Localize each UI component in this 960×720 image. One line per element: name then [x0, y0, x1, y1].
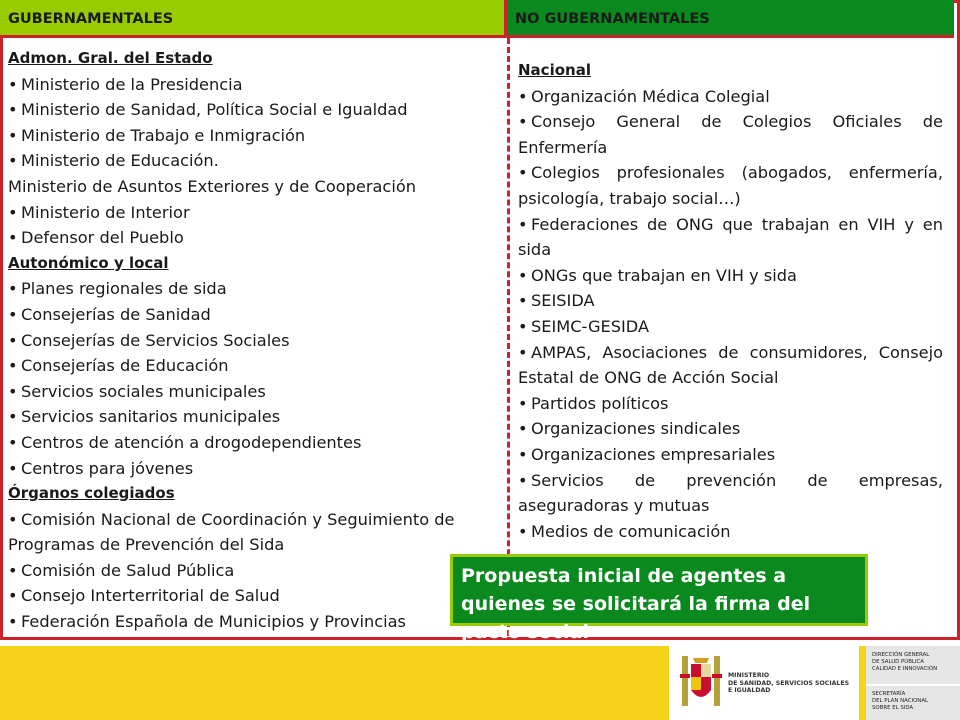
- list-item: [8, 72, 502, 98]
- list-item-text: Consejerías de Sanidad: [21, 304, 211, 324]
- list-item-text: Servicios de prevención de empresas, aseguradoras y mutuas: [518, 470, 943, 516]
- section-heading: Autonómico y local: [8, 253, 169, 272]
- list-item-text: Federaciones de ONG que trabajan en VIH y en sida: [518, 214, 943, 260]
- list-item: [518, 314, 943, 340]
- dg-line: DIRECCIÓN GENERAL: [872, 652, 930, 658]
- list-item: [518, 519, 943, 545]
- list-item: [8, 583, 502, 609]
- bullet-icon: •: [518, 470, 528, 490]
- bullet-icon: •: [518, 419, 528, 439]
- bullet-icon: •: [518, 163, 528, 183]
- list-item-text: SEIMC-GESIDA: [531, 316, 650, 336]
- sec-line: SECRETARÍA: [872, 691, 906, 697]
- list-item-text: Organización Médica Colegial: [531, 86, 770, 106]
- bullet-icon: •: [8, 100, 18, 120]
- list-group: [518, 84, 943, 545]
- list-item-text: AMPAS, Asociaciones de consumidores, Consejo Estatal de ONG de Acción Social: [518, 342, 943, 388]
- bullet-icon: •: [8, 432, 18, 452]
- direccion-general: [872, 652, 937, 673]
- callout-box: Propuesta inicial de agentes a quienes se solicitará la firma del pacto social: [450, 554, 868, 626]
- list-item-text: Ministerio de la Presidencia: [21, 74, 243, 94]
- list-item: [518, 212, 943, 263]
- header-no-gubernamentales: NO GUBERNAMENTALES: [507, 0, 954, 38]
- bullet-icon: •: [518, 291, 528, 311]
- ministry-line: DE SANIDAD, SERVICIOS SOCIALES: [728, 679, 850, 687]
- list-item: [8, 302, 502, 328]
- list-item: [8, 276, 502, 302]
- list-group: [8, 200, 502, 251]
- bullet-icon: •: [8, 356, 18, 376]
- list-item-text: Consejo General de Colegios Oficiales de Enfermería: [518, 112, 943, 157]
- bullet-icon: •: [518, 112, 528, 132]
- list-item: [518, 391, 943, 417]
- list-item-text: Servicios sanitarios municipales: [21, 407, 281, 427]
- bullet-icon: •: [518, 316, 528, 336]
- bullet-icon: •: [8, 330, 18, 350]
- bullet-icon: •: [8, 151, 18, 171]
- list-item-text: Consejerías de Educación: [21, 356, 229, 376]
- bullet-icon: •: [8, 407, 18, 427]
- list-item-text: SEISIDA: [531, 291, 595, 311]
- dg-line: DE SALUD PÚBLICA: [872, 659, 924, 665]
- list-item: [518, 263, 943, 289]
- secretaria: [872, 691, 928, 712]
- list-item: [8, 225, 502, 251]
- list-group: [8, 507, 502, 635]
- list-item-text: Centros para jóvenes: [21, 458, 194, 478]
- list-item-plain: Ministerio de Asuntos Exteriores y de Cooperación: [8, 176, 416, 196]
- bullet-icon: •: [8, 125, 18, 145]
- bullet-icon: •: [8, 612, 18, 632]
- list-item: [518, 416, 943, 442]
- list-item-text: Ministerio de Sanidad, Política Social e Igualdad: [21, 100, 408, 120]
- list-item: [8, 123, 502, 149]
- list-item-text: Ministerio de Interior: [21, 202, 190, 222]
- list-item-text: Medios de comunicación: [531, 521, 731, 541]
- list-item: [518, 109, 943, 160]
- bullet-icon: •: [8, 586, 18, 606]
- sec-line: SOBRE EL SIDA: [872, 705, 914, 711]
- bullet-icon: •: [518, 444, 528, 464]
- bullet-icon: •: [8, 304, 18, 324]
- list-item-text: Consejo Interterritorial de Salud: [21, 586, 280, 606]
- bullet-icon: •: [8, 202, 18, 222]
- section-heading: Admon. Gral. del Estado: [8, 49, 213, 67]
- list-group: [8, 276, 502, 481]
- list-item-text: Federación Española de Municipios y Provincias: [21, 612, 406, 632]
- list-item: [8, 97, 502, 123]
- sec-line: DEL PLAN NACIONAL: [872, 698, 929, 704]
- list-item: [518, 84, 943, 110]
- list-item-text: Comisión de Salud Pública: [21, 560, 235, 580]
- left-column: [8, 46, 502, 635]
- column-divider: [507, 38, 510, 636]
- bullet-icon: •: [518, 342, 528, 362]
- list-item: [518, 288, 943, 314]
- list-item-text: Consejerías de Servicios Sociales: [21, 330, 290, 350]
- list-item-text: Partidos políticos: [531, 393, 669, 413]
- list-item: [8, 456, 502, 482]
- list-group: [8, 72, 502, 174]
- bullet-icon: •: [8, 381, 18, 401]
- bullet-icon: •: [518, 265, 528, 285]
- bullet-icon: •: [8, 74, 18, 94]
- list-item: [8, 353, 502, 379]
- header-gubernamentales: GUBERNAMENTALES: [0, 0, 507, 38]
- bullet-icon: •: [8, 228, 18, 248]
- list-item-text: Organizaciones sindicales: [531, 419, 741, 439]
- list-item-text: Organizaciones empresariales: [531, 444, 776, 464]
- list-item-text: Ministerio de Educación.: [21, 151, 219, 171]
- list-item-text: Comisión Nacional de Coordinación y Seguimiento de Programas de Prevención del Sida: [8, 509, 455, 555]
- spain-coat-of-arms-icon: [678, 654, 724, 712]
- list-item: [8, 609, 502, 635]
- list-item-text: Centros de atención a drogodependientes: [21, 432, 362, 452]
- list-item: [8, 404, 502, 430]
- list-item: [8, 328, 502, 354]
- ministry-line: E IGUALDAD: [728, 687, 771, 694]
- list-item-text: Ministerio de Trabajo e Inmigración: [21, 125, 306, 145]
- list-item: [8, 507, 502, 558]
- list-item: [518, 442, 943, 468]
- bullet-icon: •: [518, 86, 528, 106]
- list-item: [518, 340, 943, 391]
- section-heading: Órganos colegiados: [8, 484, 175, 503]
- list-item: [8, 430, 502, 456]
- list-item: [518, 468, 943, 519]
- list-item: [8, 558, 502, 584]
- list-item-text: Defensor del Pueblo: [21, 228, 184, 248]
- list-item-text: Planes regionales de sida: [21, 279, 227, 299]
- bullet-icon: •: [518, 393, 528, 413]
- list-item: [8, 148, 502, 174]
- list-item: [8, 200, 502, 226]
- bullet-icon: •: [518, 214, 528, 234]
- ministry-name: [728, 672, 849, 695]
- department-separator: [866, 684, 960, 686]
- list-item: [518, 160, 943, 211]
- bullet-icon: •: [8, 509, 18, 529]
- bullet-icon: •: [8, 458, 18, 478]
- bullet-icon: •: [518, 521, 528, 541]
- list-item-text: ONGs que trabajan en VIH y sida: [531, 265, 797, 285]
- list-item-text: Servicios sociales municipales: [21, 381, 266, 401]
- ministry-line: MINISTERIO: [728, 672, 770, 679]
- bullet-icon: •: [8, 560, 18, 580]
- right-column: [518, 58, 943, 544]
- dg-line: CALIDAD E INNOVACIÓN: [872, 666, 938, 672]
- bullet-icon: •: [8, 279, 18, 299]
- list-item-text: Colegios profesionales (abogados, enfermería, psicología, trabajo social…): [518, 163, 943, 208]
- list-item: [8, 379, 502, 405]
- section-heading: Nacional: [518, 61, 591, 79]
